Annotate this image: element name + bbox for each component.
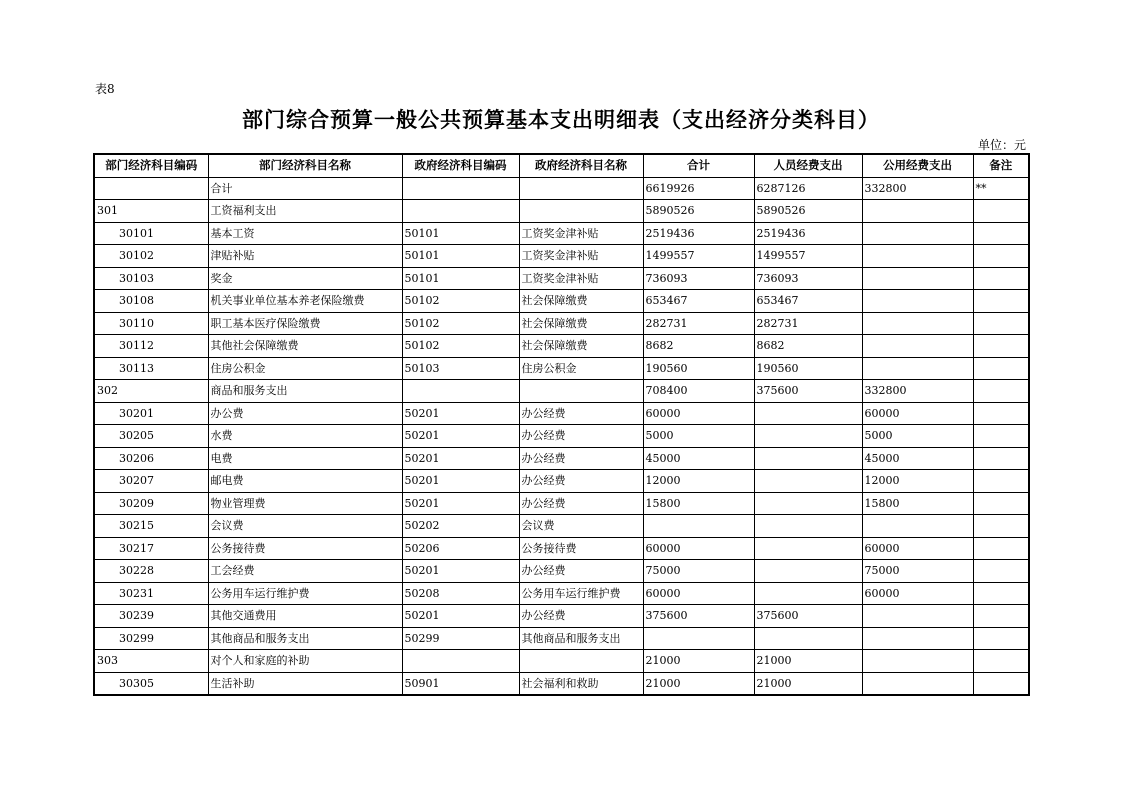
- cell-dept-code: 303: [94, 650, 208, 673]
- cell-gov-name: 办公经费: [519, 560, 643, 583]
- cell-gov-name: 办公经费: [519, 425, 643, 448]
- cell-dept-name: 机关事业单位基本养老保险缴费: [208, 290, 402, 313]
- cell-total: 1499557: [643, 245, 754, 268]
- cell-dept-code: 302: [94, 380, 208, 403]
- cell-total: 60000: [643, 537, 754, 560]
- cell-total: 15800: [643, 492, 754, 515]
- cell-public: [862, 627, 973, 650]
- table-row: [94, 380, 1029, 403]
- cell-personnel: [754, 447, 862, 470]
- cell-total: 282731: [643, 312, 754, 335]
- cell-total: 653467: [643, 290, 754, 313]
- cell-dept-name: 物业管理费: [208, 492, 402, 515]
- cell-gov-code: 50206: [402, 537, 519, 560]
- cell-note: [973, 245, 1029, 268]
- header-dept-code: 部门经济科目编码: [94, 154, 208, 177]
- header-public: 公用经费支出: [862, 154, 973, 177]
- cell-public: [862, 335, 973, 358]
- cell-dept-name: 办公费: [208, 402, 402, 425]
- cell-note: [973, 335, 1029, 358]
- cell-public: 60000: [862, 537, 973, 560]
- cell-personnel: 375600: [754, 380, 862, 403]
- table-row: [94, 560, 1029, 583]
- table-row: [94, 627, 1029, 650]
- cell-public: 332800: [862, 380, 973, 403]
- cell-note: [973, 672, 1029, 695]
- cell-personnel: 375600: [754, 605, 862, 628]
- cell-total: 45000: [643, 447, 754, 470]
- cell-gov-name: [519, 177, 643, 200]
- cell-total: 21000: [643, 672, 754, 695]
- cell-gov-code: 50201: [402, 447, 519, 470]
- cell-gov-code: 50201: [402, 425, 519, 448]
- cell-note: [973, 537, 1029, 560]
- cell-gov-code: 50201: [402, 605, 519, 628]
- cell-public: [862, 200, 973, 223]
- cell-note: [973, 222, 1029, 245]
- table-header-row: [94, 154, 1029, 177]
- cell-total: 6619926: [643, 177, 754, 200]
- cell-note: [973, 267, 1029, 290]
- cell-total: 375600: [643, 605, 754, 628]
- table-row: [94, 312, 1029, 335]
- cell-public: [862, 357, 973, 380]
- cell-public: [862, 222, 973, 245]
- cell-total: [643, 515, 754, 538]
- cell-personnel: 1499557: [754, 245, 862, 268]
- cell-gov-name: [519, 650, 643, 673]
- table-row: [94, 650, 1029, 673]
- budget-table: [93, 153, 1030, 696]
- cell-note: [973, 515, 1029, 538]
- cell-gov-name: 工资奖金津补贴: [519, 267, 643, 290]
- cell-public: [862, 605, 973, 628]
- table-row: [94, 605, 1029, 628]
- table-row: [94, 402, 1029, 425]
- table-label: 表8: [95, 82, 115, 96]
- cell-note: [973, 290, 1029, 313]
- cell-dept-code: 30201: [94, 402, 208, 425]
- cell-gov-name: 办公经费: [519, 447, 643, 470]
- cell-dept-name: 工会经费: [208, 560, 402, 583]
- cell-note: [973, 357, 1029, 380]
- cell-gov-name: 办公经费: [519, 605, 643, 628]
- cell-gov-code: 50299: [402, 627, 519, 650]
- cell-note: [973, 492, 1029, 515]
- cell-personnel: 6287126: [754, 177, 862, 200]
- header-note: 备注: [973, 154, 1029, 177]
- cell-personnel: [754, 627, 862, 650]
- cell-gov-name: 办公经费: [519, 470, 643, 493]
- cell-total: 75000: [643, 560, 754, 583]
- table-row: [94, 515, 1029, 538]
- cell-public: 45000: [862, 447, 973, 470]
- table-row: [94, 177, 1029, 200]
- table-row: [94, 335, 1029, 358]
- cell-note: [973, 650, 1029, 673]
- cell-dept-code: [94, 177, 208, 200]
- cell-personnel: [754, 582, 862, 605]
- table-row: [94, 245, 1029, 268]
- cell-dept-code: 30215: [94, 515, 208, 538]
- cell-gov-name: 工资奖金津补贴: [519, 222, 643, 245]
- cell-dept-code: 30228: [94, 560, 208, 583]
- cell-dept-name: 商品和服务支出: [208, 380, 402, 403]
- cell-dept-name: 基本工资: [208, 222, 402, 245]
- cell-dept-name: 公务接待费: [208, 537, 402, 560]
- cell-dept-name: 住房公积金: [208, 357, 402, 380]
- cell-gov-name: 社会保障缴费: [519, 290, 643, 313]
- header-gov-name: 政府经济科目名称: [519, 154, 643, 177]
- cell-dept-name: 电费: [208, 447, 402, 470]
- cell-dept-code: 30110: [94, 312, 208, 335]
- table-body: [94, 177, 1029, 695]
- cell-total: 5000: [643, 425, 754, 448]
- cell-personnel: [754, 470, 862, 493]
- cell-gov-code: 50101: [402, 222, 519, 245]
- cell-gov-code: 50208: [402, 582, 519, 605]
- cell-dept-code: 30239: [94, 605, 208, 628]
- cell-note: [973, 470, 1029, 493]
- table-row: [94, 492, 1029, 515]
- cell-dept-code: 30217: [94, 537, 208, 560]
- cell-note: [973, 560, 1029, 583]
- cell-personnel: [754, 515, 862, 538]
- cell-gov-name: 住房公积金: [519, 357, 643, 380]
- cell-note: [973, 200, 1029, 223]
- cell-gov-code: 50202: [402, 515, 519, 538]
- cell-gov-code: 50102: [402, 335, 519, 358]
- cell-dept-name: 奖金: [208, 267, 402, 290]
- cell-personnel: [754, 537, 862, 560]
- cell-personnel: 5890526: [754, 200, 862, 223]
- cell-gov-code: [402, 177, 519, 200]
- cell-dept-name: 合计: [208, 177, 402, 200]
- cell-gov-name: 社会保障缴费: [519, 335, 643, 358]
- cell-public: 15800: [862, 492, 973, 515]
- cell-total: 190560: [643, 357, 754, 380]
- table-row: [94, 672, 1029, 695]
- cell-dept-name: 对个人和家庭的补助: [208, 650, 402, 673]
- cell-dept-name: 其他商品和服务支出: [208, 627, 402, 650]
- cell-note: [973, 380, 1029, 403]
- table-row: [94, 470, 1029, 493]
- cell-total: 708400: [643, 380, 754, 403]
- page-title: 部门综合预算一般公共预算基本支出明细表（支出经济分类科目）: [242, 108, 880, 132]
- cell-gov-name: 公务用车运行维护费: [519, 582, 643, 605]
- cell-public: 60000: [862, 402, 973, 425]
- cell-personnel: [754, 560, 862, 583]
- cell-gov-code: 50201: [402, 560, 519, 583]
- table-row: [94, 425, 1029, 448]
- cell-gov-code: 50901: [402, 672, 519, 695]
- cell-public: [862, 245, 973, 268]
- cell-note: [973, 447, 1029, 470]
- cell-note: [973, 605, 1029, 628]
- cell-gov-name: 会议费: [519, 515, 643, 538]
- cell-dept-name: 生活补助: [208, 672, 402, 695]
- table-row: [94, 200, 1029, 223]
- cell-gov-name: [519, 380, 643, 403]
- cell-dept-name: 其他交通费用: [208, 605, 402, 628]
- cell-gov-name: 办公经费: [519, 402, 643, 425]
- cell-gov-name: [519, 200, 643, 223]
- cell-personnel: [754, 402, 862, 425]
- cell-gov-name: 社会福利和救助: [519, 672, 643, 695]
- cell-gov-code: 50103: [402, 357, 519, 380]
- cell-personnel: 736093: [754, 267, 862, 290]
- table-row: [94, 537, 1029, 560]
- cell-gov-name: 办公经费: [519, 492, 643, 515]
- cell-note: [973, 402, 1029, 425]
- cell-total: 60000: [643, 582, 754, 605]
- cell-total: 21000: [643, 650, 754, 673]
- cell-public: [862, 312, 973, 335]
- table-row: [94, 447, 1029, 470]
- cell-dept-name: 职工基本医疗保险缴费: [208, 312, 402, 335]
- cell-total: [643, 627, 754, 650]
- cell-dept-code: 30305: [94, 672, 208, 695]
- table-row: [94, 267, 1029, 290]
- cell-dept-code: 30231: [94, 582, 208, 605]
- cell-gov-code: 50101: [402, 245, 519, 268]
- cell-gov-code: [402, 380, 519, 403]
- cell-personnel: 282731: [754, 312, 862, 335]
- cell-note: [973, 425, 1029, 448]
- table-row: [94, 290, 1029, 313]
- cell-note: [973, 627, 1029, 650]
- cell-dept-code: 30209: [94, 492, 208, 515]
- cell-public: 12000: [862, 470, 973, 493]
- cell-public: 75000: [862, 560, 973, 583]
- cell-personnel: 653467: [754, 290, 862, 313]
- cell-dept-code: 30113: [94, 357, 208, 380]
- header-gov-code: 政府经济科目编码: [402, 154, 519, 177]
- table-row: [94, 582, 1029, 605]
- cell-public: 332800: [862, 177, 973, 200]
- cell-public: 5000: [862, 425, 973, 448]
- cell-gov-code: [402, 650, 519, 673]
- cell-personnel: [754, 425, 862, 448]
- cell-dept-name: 工资福利支出: [208, 200, 402, 223]
- cell-public: [862, 650, 973, 673]
- cell-note: [973, 312, 1029, 335]
- cell-gov-code: 50102: [402, 290, 519, 313]
- cell-total: 60000: [643, 402, 754, 425]
- cell-gov-code: 50102: [402, 312, 519, 335]
- header-personnel: 人员经费支出: [754, 154, 862, 177]
- cell-dept-name: 会议费: [208, 515, 402, 538]
- cell-total: 2519436: [643, 222, 754, 245]
- header-dept-name: 部门经济科目名称: [208, 154, 402, 177]
- cell-dept-code: 30102: [94, 245, 208, 268]
- cell-public: 60000: [862, 582, 973, 605]
- cell-gov-code: 50201: [402, 470, 519, 493]
- cell-dept-code: 30101: [94, 222, 208, 245]
- cell-public: [862, 515, 973, 538]
- cell-gov-code: [402, 200, 519, 223]
- cell-dept-name: 公务用车运行维护费: [208, 582, 402, 605]
- cell-dept-name: 津贴补贴: [208, 245, 402, 268]
- cell-public: [862, 290, 973, 313]
- cell-public: [862, 267, 973, 290]
- cell-personnel: 21000: [754, 650, 862, 673]
- cell-gov-name: 其他商品和服务支出: [519, 627, 643, 650]
- cell-personnel: 21000: [754, 672, 862, 695]
- cell-dept-code: 30299: [94, 627, 208, 650]
- cell-dept-code: 30108: [94, 290, 208, 313]
- cell-dept-name: 邮电费: [208, 470, 402, 493]
- cell-note: **: [973, 177, 1029, 200]
- cell-personnel: [754, 492, 862, 515]
- cell-total: 5890526: [643, 200, 754, 223]
- table-row: [94, 357, 1029, 380]
- cell-gov-code: 50101: [402, 267, 519, 290]
- cell-personnel: 2519436: [754, 222, 862, 245]
- cell-dept-code: 30206: [94, 447, 208, 470]
- cell-total: 736093: [643, 267, 754, 290]
- cell-gov-name: 公务接待费: [519, 537, 643, 560]
- cell-total: 8682: [643, 335, 754, 358]
- cell-dept-name: 水费: [208, 425, 402, 448]
- cell-gov-name: 工资奖金津补贴: [519, 245, 643, 268]
- cell-gov-name: 社会保障缴费: [519, 312, 643, 335]
- cell-gov-code: 50201: [402, 492, 519, 515]
- table-row: [94, 222, 1029, 245]
- unit-label: 单位：元: [977, 138, 1026, 152]
- cell-public: [862, 672, 973, 695]
- cell-dept-code: 301: [94, 200, 208, 223]
- cell-note: [973, 582, 1029, 605]
- cell-dept-code: 30103: [94, 267, 208, 290]
- cell-total: 12000: [643, 470, 754, 493]
- header-total: 合计: [643, 154, 754, 177]
- cell-gov-code: 50201: [402, 402, 519, 425]
- cell-personnel: 8682: [754, 335, 862, 358]
- cell-personnel: 190560: [754, 357, 862, 380]
- cell-dept-code: 30207: [94, 470, 208, 493]
- cell-dept-name: 其他社会保障缴费: [208, 335, 402, 358]
- cell-dept-code: 30205: [94, 425, 208, 448]
- cell-dept-code: 30112: [94, 335, 208, 358]
